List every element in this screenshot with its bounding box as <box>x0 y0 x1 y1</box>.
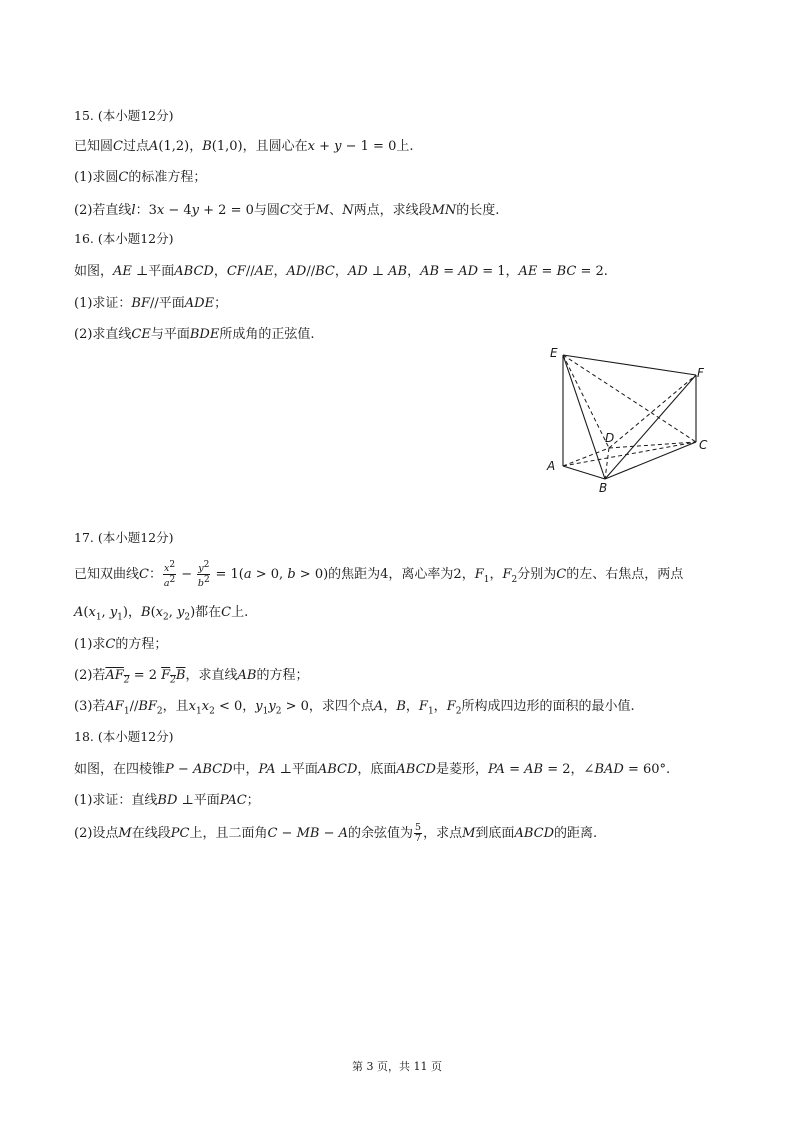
q17-stem-line2: $A(x_1$, $y_1$)，$B(x_2$, $y_2$)都在C上. <box>74 605 249 623</box>
edge-eb <box>563 355 605 479</box>
q16-part2: (2)求直线CE与平面BDE所成角的正弦值. <box>74 327 315 342</box>
edge-ed <box>563 355 609 448</box>
label-e: E <box>550 346 558 360</box>
q18-part1: (1)求证：直线BD ⊥平面PAC； <box>74 793 260 808</box>
q17-stem: 已知双曲线C： $\frac{x^2}{a^2}$ − $\frac{y^2}{b^2}$ = 1(a > 0, b > 0)的焦距为4，离心率为2，$F_1$，$F_2$分别为C的左、右焦点，两点 <box>74 560 684 590</box>
label-b: B <box>599 481 608 495</box>
edge-ef <box>563 355 696 375</box>
page-footer: 第 3 页，共 11 页 <box>352 1060 442 1073</box>
q16-part1: (1)求证：BF//平面ADE； <box>74 296 228 311</box>
q15-header: 15. (本小题12分) <box>74 108 174 123</box>
edge-ad <box>563 448 609 466</box>
edge-ac <box>563 442 696 466</box>
q17-part1: (1)求C的方程； <box>74 637 168 652</box>
label-a: A <box>547 459 556 473</box>
q17-part3: (3)若$AF_1//BF_2$，且$x_1x_2 < 0$，$y_1y_2 > 0$，求四个点A，B，$F_1$，$F_2$所构成四边形的面积的最小值. <box>74 699 635 717</box>
q15-part2: (2)若直线l：3x − 4y + 2 = 0与圆C交于M、N两点，求线段MN的长度. <box>74 203 500 218</box>
q18-stem: 如图，在四棱锥P − ABCD中，PA ⊥平面ABCD，底面ABCD是菱形，PA = AB = 2，∠BAD = 60°. <box>74 762 671 777</box>
q16-geometry-figure <box>538 345 718 495</box>
edge-ab <box>563 466 605 479</box>
edge-df <box>609 375 696 448</box>
q18-part2: (2)设点M在线段PC上，且二面角C − MB − A的余弦值为 $\frac{5}{7}$ ，求点M到底面ABCD的距离. <box>74 822 598 844</box>
q16-header: 16. (本小题12分) <box>74 231 174 246</box>
edge-bf <box>605 375 696 479</box>
label-f: F <box>697 366 704 380</box>
label-c: C <box>699 438 708 452</box>
label-d: D <box>605 431 615 445</box>
q16-stem: 如图，AE ⊥平面ABCD，CF//AE，AD//BC，AD ⊥ AB，AB = AD = 1，AE = BC = 2. <box>74 264 608 279</box>
q18-header: 18. (本小题12分) <box>74 729 174 744</box>
q15-part1: (1)求圆C的标准方程； <box>74 170 207 185</box>
q17-part2: (2)若$AF_2 = 2$ $F_2B$，求直线AB的方程； <box>74 668 309 686</box>
q15-stem: 已知圆C过点A(1,2)，B(1,0)，且圆心在x + y − 1 = 0上. <box>74 139 414 154</box>
q17-header: 17. (本小题12分) <box>74 530 174 545</box>
